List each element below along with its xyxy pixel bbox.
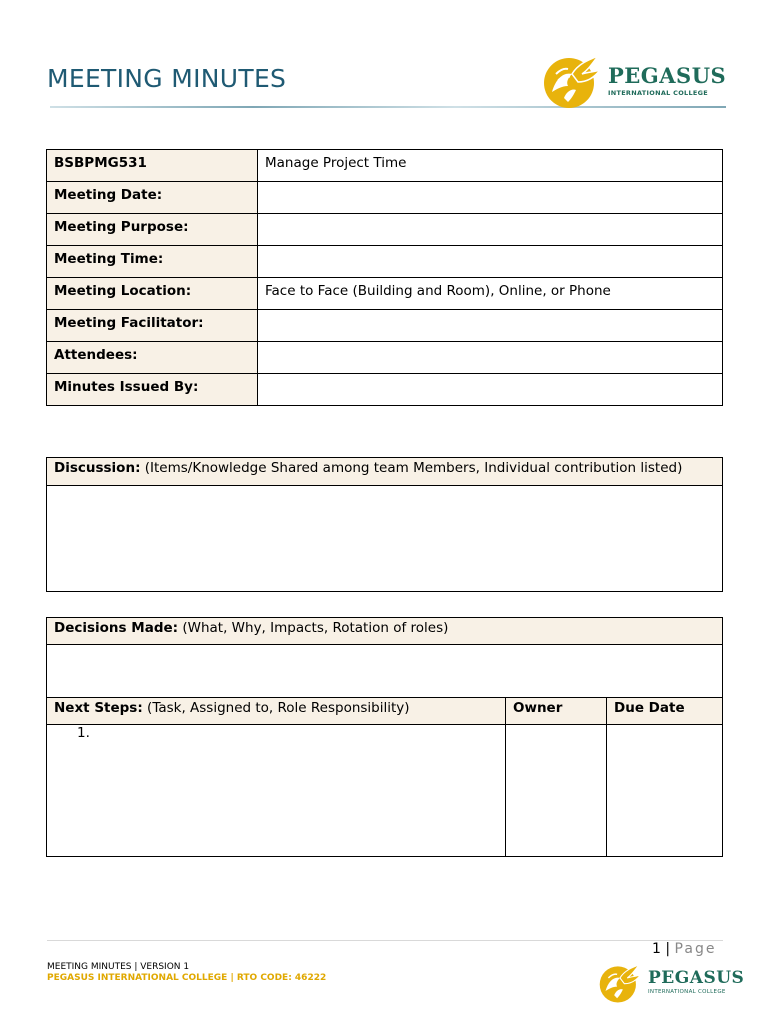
page-number-value: 1 xyxy=(652,941,661,957)
owner-header xyxy=(506,698,607,725)
due-date-header xyxy=(607,698,723,725)
footer-document-version: MEETING MINUTES | VERSION 1 xyxy=(47,962,190,972)
info-row-label: Meeting Purpose: xyxy=(47,214,258,246)
next-steps-header xyxy=(47,698,506,725)
discussion-header xyxy=(47,458,723,486)
info-row-label: Minutes Issued By: xyxy=(47,374,258,406)
footer-logo-subtitle: INTERNATIONAL COLLEGE xyxy=(648,989,726,996)
next-steps-hint: (Task, Assigned to, Role Responsibility) xyxy=(147,700,410,716)
info-row-label: Meeting Time: xyxy=(47,246,258,278)
info-row xyxy=(47,278,723,310)
page-separator: | xyxy=(665,941,671,957)
info-row-value[interactable] xyxy=(258,246,723,278)
decisions-body[interactable] xyxy=(47,645,723,698)
owner-header-label: Owner xyxy=(513,700,563,716)
info-row-value[interactable] xyxy=(258,374,723,406)
info-row xyxy=(47,246,723,278)
meeting-info-table xyxy=(46,149,723,406)
info-row-value[interactable]: Manage Project Time xyxy=(258,150,723,182)
owner-body[interactable] xyxy=(506,725,607,857)
footer-divider xyxy=(47,940,723,941)
footer-logo-name: PEGASUS xyxy=(648,968,745,989)
logo-subtitle: INTERNATIONAL COLLEGE xyxy=(608,89,709,98)
info-row-value[interactable] xyxy=(258,310,723,342)
list-item-number: 1. xyxy=(77,725,90,741)
info-row-value[interactable]: Face to Face (Building and Room), Online, or Phone xyxy=(258,278,723,310)
discussion-label: Discussion: xyxy=(54,460,141,476)
footer-rto-code: PEGASUS INTERNATIONAL COLLEGE | RTO CODE: 46222 xyxy=(47,973,327,983)
next-steps-label: Next Steps: xyxy=(54,700,143,716)
info-row-label: Attendees: xyxy=(47,342,258,374)
info-row xyxy=(47,150,723,182)
decisions-hint: (What, Why, Impacts, Rotation of roles) xyxy=(182,620,449,636)
info-row-value[interactable] xyxy=(258,342,723,374)
info-row-value[interactable] xyxy=(258,182,723,214)
due-date-body[interactable] xyxy=(607,725,723,857)
next-steps-body[interactable] xyxy=(47,725,506,857)
info-row-label: Meeting Location: xyxy=(47,278,258,310)
info-row xyxy=(47,374,723,406)
pegasus-icon xyxy=(542,52,602,110)
discussion-body[interactable] xyxy=(47,486,723,592)
info-row-label: Meeting Facilitator: xyxy=(47,310,258,342)
decisions-header xyxy=(47,618,723,645)
info-row xyxy=(47,310,723,342)
discussion-table xyxy=(46,457,723,592)
info-row-value[interactable] xyxy=(258,214,723,246)
info-row xyxy=(47,182,723,214)
footer-college-logo xyxy=(598,962,744,1004)
discussion-hint: (Items/Knowledge Shared among team Members, Individual contribution listed) xyxy=(144,460,683,476)
due-date-header-label: Due Date xyxy=(614,700,685,716)
logo-name: PEGASUS xyxy=(608,63,727,89)
info-row-label: Meeting Date: xyxy=(47,182,258,214)
college-logo xyxy=(542,52,726,110)
info-row xyxy=(47,342,723,374)
page-number xyxy=(652,941,716,957)
decisions-table xyxy=(46,617,723,857)
info-row-label: BSBPMG531 xyxy=(47,150,258,182)
page-word: Page xyxy=(674,941,717,957)
decisions-label: Decisions Made: xyxy=(54,620,179,636)
footer-pegasus-icon xyxy=(598,962,642,1004)
page-title: MEETING MINUTES xyxy=(47,64,287,93)
info-row xyxy=(47,214,723,246)
